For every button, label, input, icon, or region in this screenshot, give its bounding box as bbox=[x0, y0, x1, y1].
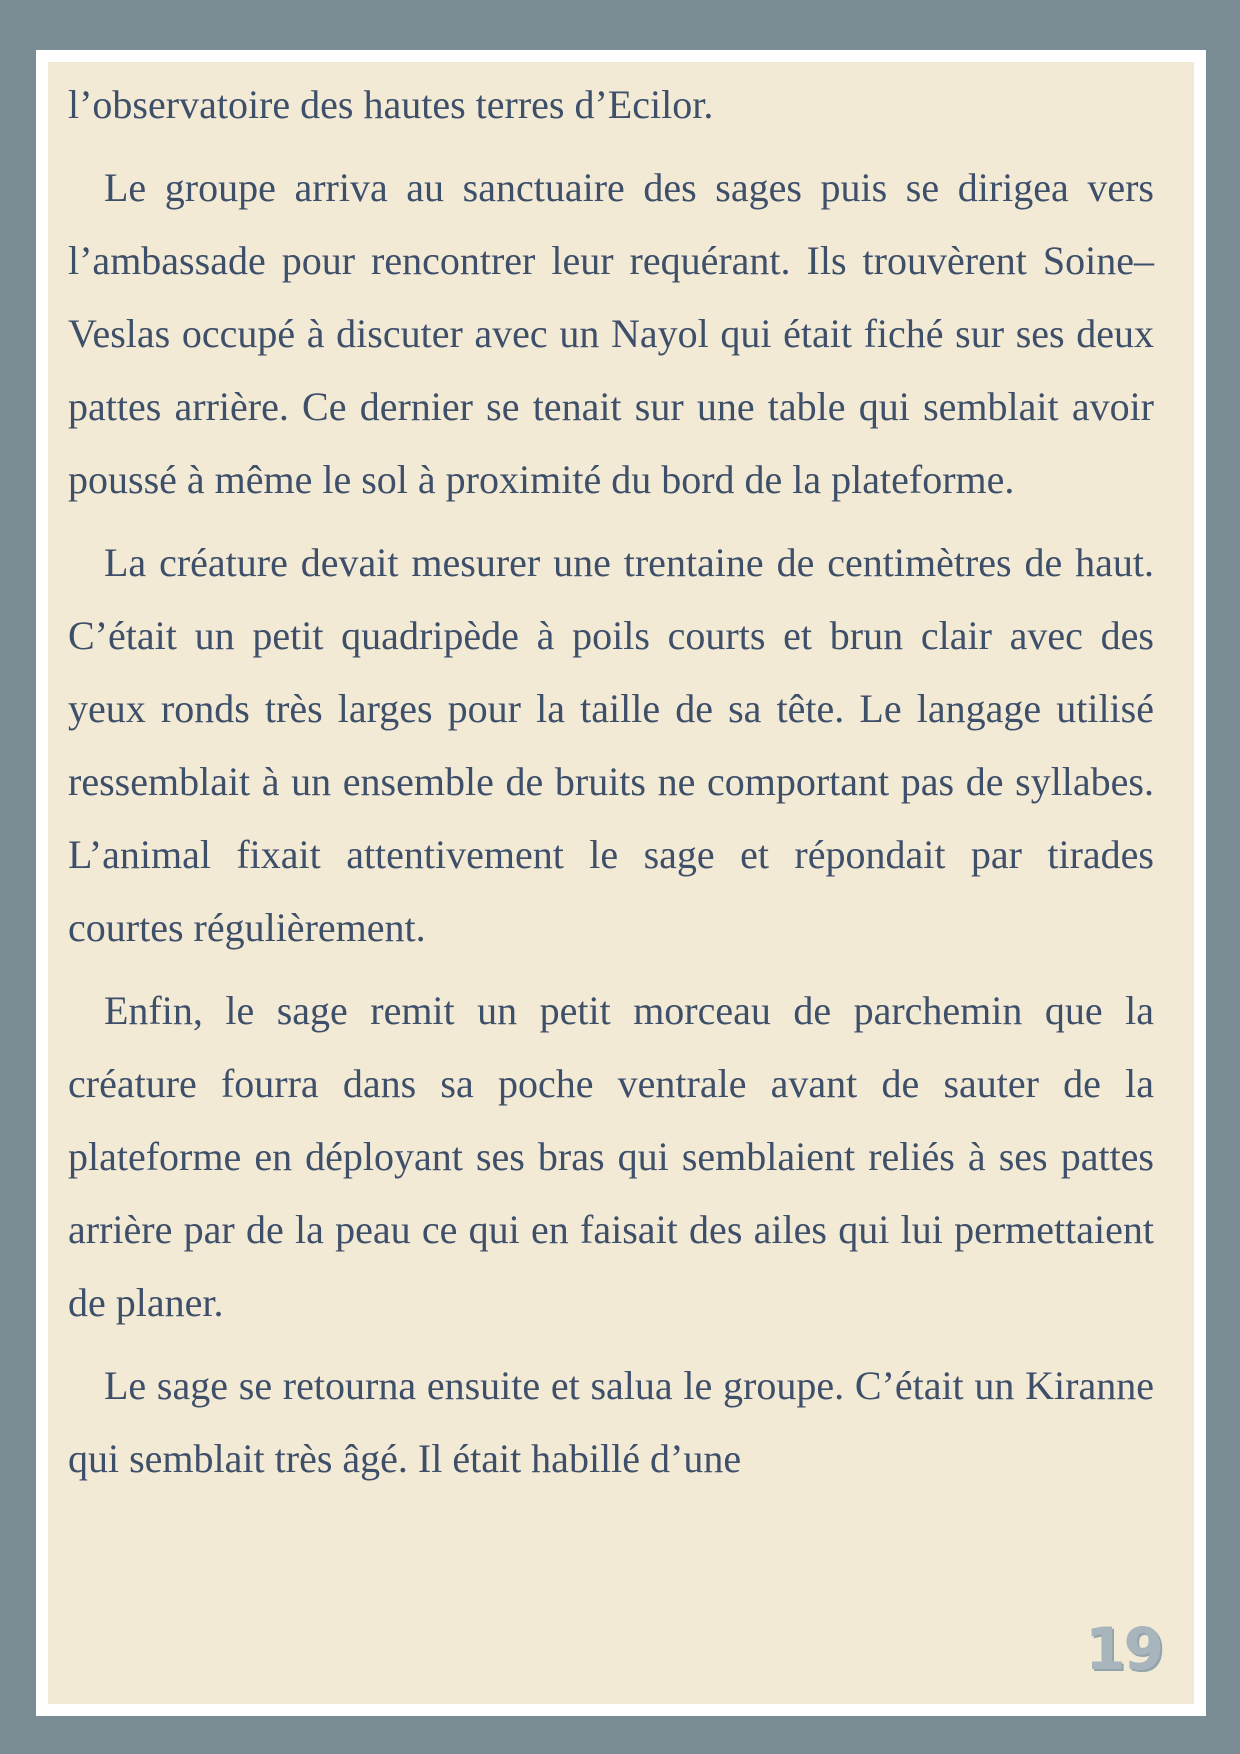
book-page bbox=[48, 62, 1194, 1704]
page-number: 19 bbox=[1085, 1615, 1162, 1683]
paragraph-2: Le groupe arriva au sanctuaire des sages puis se dirigea vers l’ambassade pour rencontrer leur requérant. Ils trouvèrent Soine–Veslas occupé à discuter avec un Nayol qui était fiché sur ses deux pattes arrière. Ce dernier se tenait sur une table qui semblait avoir poussé à même le sol à proximité du bord de la plateforme. bbox=[68, 165, 1154, 502]
body-text bbox=[68, 68, 1154, 1505]
paragraph-4: Enfin, le sage remit un petit morceau de parchemin que la créature fourra dans sa poche ventrale avant de sauter de la plateforme en déployant ses bras qui semblaient reliés à ses pattes arrière par de la peau ce qui en faisait des ailes qui lui permettaient de planer. bbox=[68, 988, 1154, 1325]
paragraph-3: La créature devait mesurer une trentaine de centimètres de haut. C’était un petit quadripède à poils courts et brun clair avec des yeux ronds très larges pour la taille de sa tête. Le langage utilisé ressemblait à un ensemble de bruits ne comportant pas de syllabes. L’animal fixait attentivement le sage et répondait par tirades courtes régulièrement. bbox=[68, 540, 1154, 950]
paragraph-5: Le sage se retourna ensuite et salua le groupe. C’était un Kiranne qui semblait très âgé. Il était habillé d’une bbox=[68, 1363, 1154, 1481]
paragraph-1: l’observatoire des hautes terres d’Ecilor. bbox=[68, 82, 714, 127]
